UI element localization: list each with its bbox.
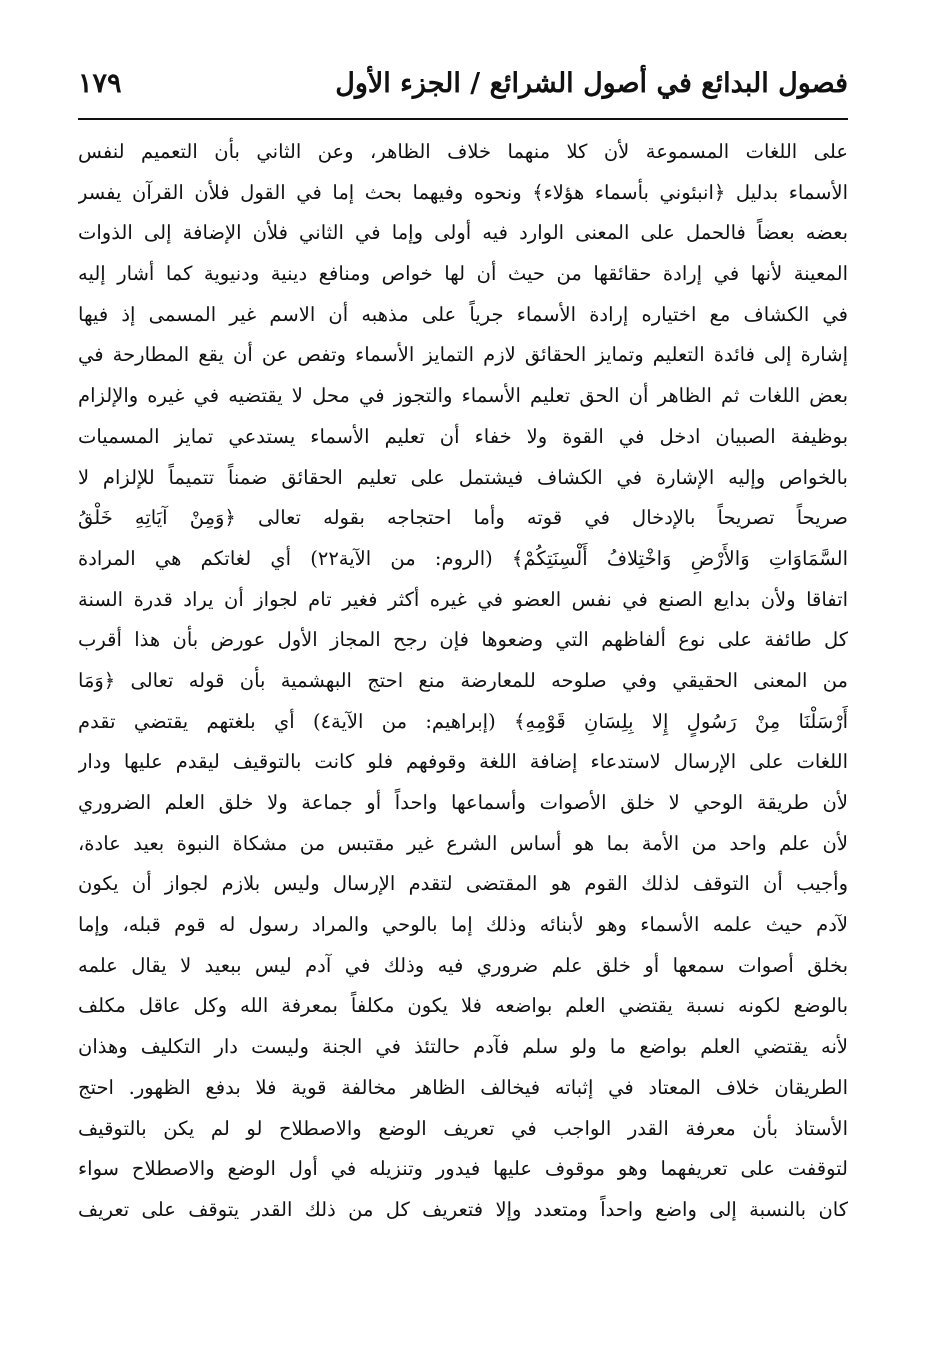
text-line: بعضه بعضاً فالحمل على المعنى الوارد فيه أولى وإما في الثاني فلأن الإضافة إلى الذوات [78, 221, 848, 245]
text-line: كل طائفة على نوع ألفاظهم التي وضعوها فإن رجح المجاز الأول عورض بأن هذا أقرب [78, 628, 848, 652]
text-line: اتفاقا ولأن بدايع الصنع في نفس العضو في غيره أكثر فغير تام لجواز أن يراد قدرة السنة [78, 587, 848, 611]
text-line: في الكشاف مع اختياره إرادة الأسماء جرياً على مذهبه أن الاسم غير المسمى إذ فيها [78, 302, 848, 326]
text-line: بالوضع لكونه نسبة يقتضي العلم بواضعه فلا يكون مكلفاً بمعرفة الله وكل عاقل مكلف [78, 994, 848, 1018]
text-line: كان بالنسبة إلى واضع واحداً ومتعدد وإلا فتعريف كل من ذلك القدر يتوقف على تعريف [78, 1197, 848, 1221]
text-line: لتوقفت على تعريفهما وهو موقوف عليها فيدور وتنزيله في أول الوضع والاصطلاح سواء [78, 1157, 848, 1181]
text-line: لأن علم واحد من الأمة بما هو أساس الشرع غير مقتبس من مشكاة النبوة بعيد عادة، [78, 831, 848, 855]
text-line: لأن طريقة الوحي لا خلق الأصوات وأسماعها واحداً أو جماعة ولا خلق العلم الضروري [78, 791, 848, 814]
running-title: فصول البدائع في أصول الشرائع / الجزء الأول [335, 68, 848, 99]
text-line: لأنه يقتضي العلم بواضع ما ولو سلم فآدم حالتئذ في الجنة وليست دار التكليف وهذان [78, 1035, 848, 1059]
text-line: وأجيب أن التوقف لذلك القوم هو المقتضى لتقدم الإرسال وليس بلازم لجواز أن يكون [78, 872, 848, 896]
text-line: بعض اللغات ثم الظاهر أن الحق تعليم الأسماء والتجوز في محل لا يقتضيه في غيره والإلزام [78, 384, 848, 408]
text-line: على اللغات المسموعة لأن كلا منهما خلاف الظاهر، وعن الثاني بأن التعميم لنفس [78, 140, 848, 163]
text-line: أَرْسَلْنَا مِنْ رَسُولٍ إِلا بِلِسَانِ قَوْمِهِ﴾ (إبراهيم: من الآية٤) أي بلغتهم يقتضي تقدم [78, 709, 848, 733]
text-line: الطريقان خلاف المعتاد في إثباته فيخالف الظاهر مخالفة قوية فلا بدفع الظهور. احتج [78, 1075, 848, 1099]
text-line: السَّمَاوَاتِ وَالأَرْضِ وَاخْتِلافُ أَلْسِنَتِكُمْ﴾ (الروم: من الآية٢٢) أي لغاتكم هي المرادة [78, 546, 848, 570]
text-line: من المعنى الحقيقي وفي صلوحه للمعارضة منع احتج البهشمية بأن قوله تعالى ﴿وَمَا [78, 668, 848, 692]
text-line: المعينة لأنها في إرادة حقائقها من حيث أن لها خواص ومنافع دينية ودنيوية كما أشار إليه [78, 262, 848, 286]
text-line: صريحاً تصريحاً بالإدخال في قوته وأما احتجاجه بقوله تعالى ﴿وَمِنْ آيَاتِهِ خَلْقُ [78, 506, 848, 530]
text-line: لآدم حيث علمه الأسماء وهو لأبنائه وذلك إما بالوحي والمراد رسول له قوم قبله، وإما [78, 913, 848, 937]
text-line: بوظيفة الصبيان ادخل في القوة ولا خفاء أن تعليم الأسماء يستدعي تمايز المسميات [78, 424, 848, 448]
text-line: بخلق أصوات سمعها أو خلق علم ضروري فيه وذلك في آدم ليس ببعيد لا يقال علمه [78, 953, 848, 977]
text-line: اللغات على الإرسال لاستدعاء إضافة اللغة وقوفهم فلو كانت بالتوقيف ليقدم عليها ودار [78, 750, 848, 774]
header-rule [78, 118, 848, 120]
body-text [78, 132, 848, 1231]
text-line: إشارة إلى فائدة التعليم وتمايز الحقائق لازم التمايز الأسماء وتفص عن أن يقع المطارحة في [78, 343, 848, 367]
text-line: الأستاذ بأن معرفة القدر الواجب في تعريف الوضع والاصطلاح لو لم يكن بالتوقيف [78, 1116, 848, 1140]
text-line: الأسماء بدليل ﴿انبئوني بأسماء هؤلاء﴾ ونحوه وفيهما بحث إما في القول فلأن القرآن يفسر [78, 180, 848, 204]
page-number: ١٧٩ [78, 68, 122, 99]
page-header [78, 62, 848, 118]
text-line: بالخواص وإليه الإشارة في الكشاف فيشتمل على تعليم الحقائق ضمناً تتميماً للإلزام لا [78, 465, 848, 489]
